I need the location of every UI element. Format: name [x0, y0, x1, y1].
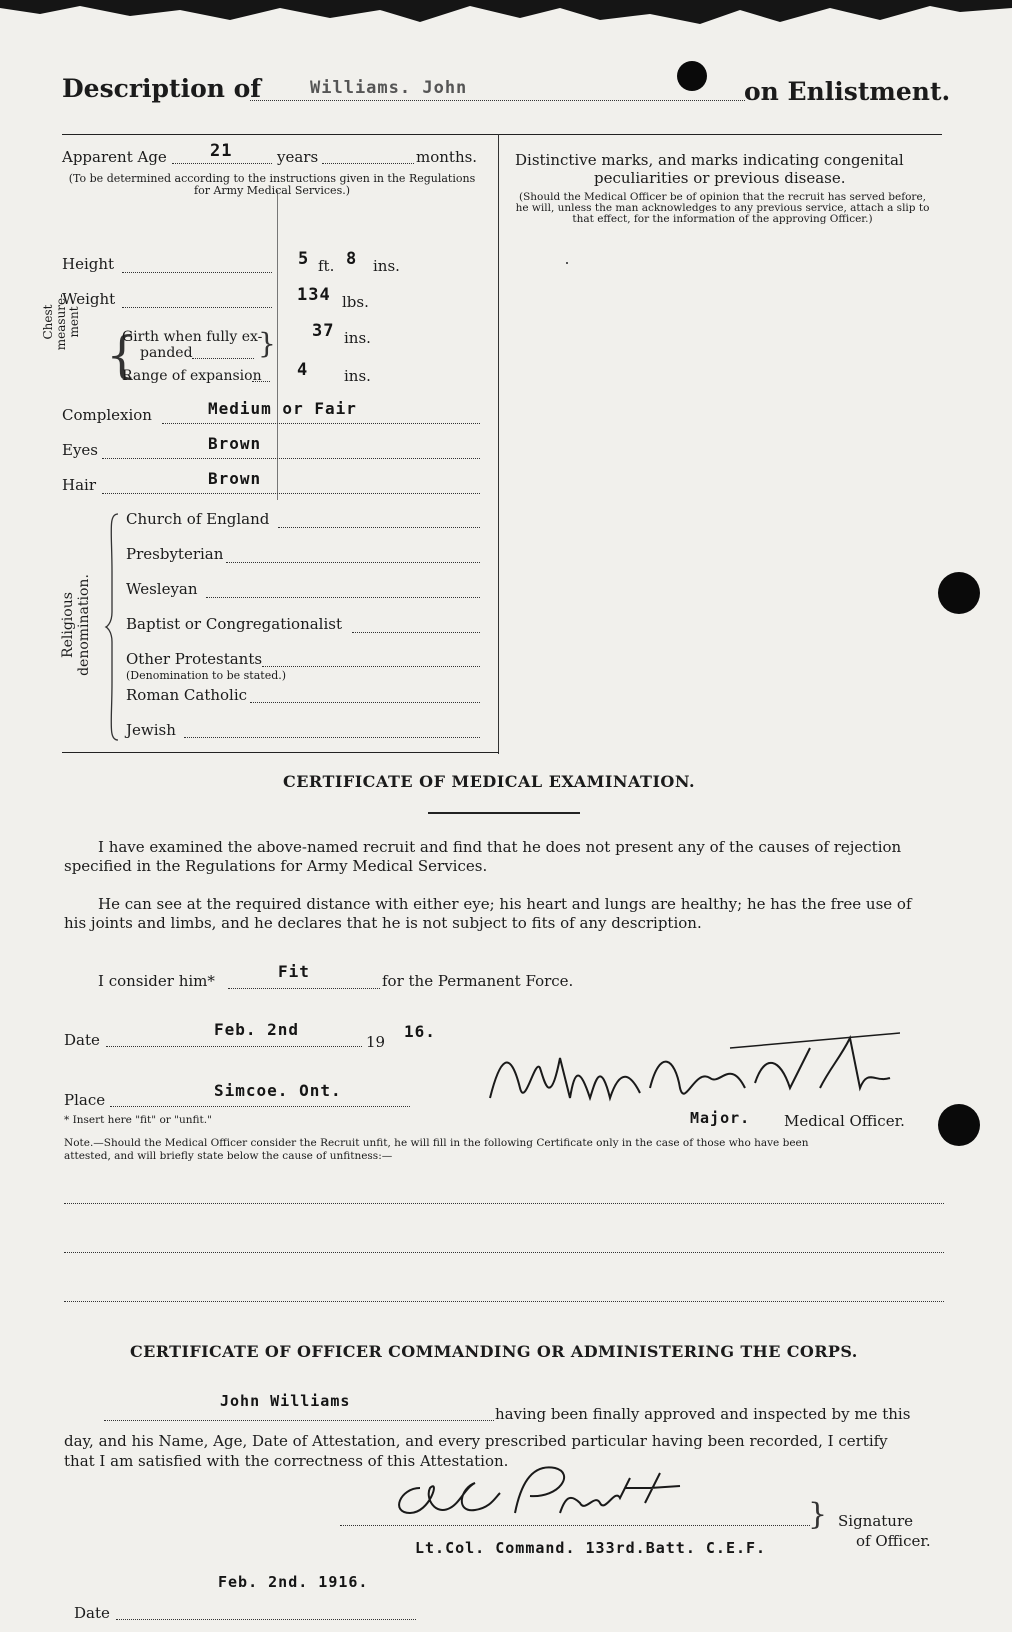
medical-officer-signature [480, 1028, 900, 1118]
medical-place-value: Simcoe. Ont. [214, 1081, 342, 1100]
permanent-force-label: for the Permanent Force. [382, 972, 574, 990]
medical-heading-underline [428, 812, 580, 814]
girth-label-1: Girth when fully ex- [122, 329, 263, 345]
hair-label: Hair [62, 476, 96, 494]
commanding-line1: having been finally approved and inspected by me this [495, 1405, 911, 1423]
ins-label-height: ins. [373, 257, 400, 275]
chest-brace: { [106, 326, 138, 384]
religion-jewish: Jewish [126, 721, 176, 739]
apparent-age-value: 21 [210, 141, 233, 161]
distinctive-marks-line1: Distinctive marks, and marks indicating congenital [515, 151, 904, 169]
apparent-age-label: Apparent Age [62, 148, 167, 166]
medical-year-suffix: 16. [404, 1022, 436, 1041]
medical-para1-line1: I have examined the above-named recruit and find that he does not present any of the causes of rejection [98, 838, 902, 856]
commanding-officer-title: Lt.Col. Command. 133rd.Batt. C.E.F. [415, 1539, 767, 1557]
complexion-value: Medium or Fair [208, 399, 357, 418]
commanding-date-label: Date [74, 1604, 110, 1622]
consider-him-label: I consider him* [98, 972, 215, 990]
girth-label-2: panded [140, 345, 193, 361]
religious-denomination-side-label: Religious denomination. [60, 574, 92, 676]
unfit-cause-line-3 [64, 1301, 944, 1302]
years-label: years [277, 148, 319, 166]
eyes-label: Eyes [62, 441, 98, 459]
punch-hole-right-middle [938, 572, 980, 614]
distinctive-marks-line2: peculiarities or previous disease. [594, 169, 846, 187]
religion-brace [104, 512, 120, 742]
signature-label-1: Signature [838, 1512, 914, 1530]
signature-label-2: of Officer. [856, 1532, 931, 1550]
header-name-line [250, 100, 745, 101]
section-bottom-rule [62, 752, 499, 753]
ins-label-girth: ins. [344, 329, 371, 347]
torn-top-edge [0, 0, 1012, 30]
hair-value: Brown [208, 469, 262, 488]
fit-value: Fit [278, 962, 310, 981]
commanding-date-value: Feb. 2nd. 1916. [218, 1573, 369, 1591]
denomination-note: (Denomination to be stated.) [126, 669, 287, 682]
recruit-name-header: Williams. John [310, 78, 468, 98]
signature-brace: } [808, 1497, 828, 1532]
attestation-page-back: Description of Williams. John on Enlistment. Apparent Age 21 years months. (To be determined according to the instructions given in the Regulations for Army Medical Services.) Height 5 ft. 8 ins. Weight 134 lbs. Chest measure- ment { Girth when fully ex- panded } 37 ins. Range of expansion 4 ins. Complexion Medium or Fair Eyes Brown Hair Brown Religious denomination. Church of England Presbyterian Wesleyan Baptist or Congregationalist Other Protestants (Denomination to be stated.) Roman Catholic Jewish Distinctive marks, and marks indicating congenital peculiarities or previous disease. (Should the Medical Officer be of opinion that the recruit has served before, he will, unless the man acknowledges to any previous service, attach a slip to that effect, for the information of the approving Officer.) CERTIFICATE OF MEDICAL EXAMINATION. I have examined the above-named recruit and find that he does not present any of the causes of rejection specified in the Regulations for Army Medical Services. He can see at the required distance with either eye; his heart and lungs are healthy; he has the free use of his joints and limbs, and he declares that he is not subject to fits of any description. I consider him* Fit for the Permanent Force. Date Feb. 2nd 19 16. Place Simcoe. Ont. * Insert here "fit" or "unfit." Major. Medical Officer. Note.—Should the Medical Officer consider the Recruit unfit, he will fill in the following Certificate only in the case of those who have been attested, and will briefly state below the cause of unfitness:— CERTIFICATE OF OFFICER COMMANDING OR ADMINISTERING THE CORPS. John Williams having been finally approved and inspected by me this day, and his Name, Age, Date of Attestation, and every prescribed particular having been recorded, I certify that I am satisfied with the correctness of this Attestation. } Signature of Officer. Lt.Col. Command. 133rd.Batt. C.E.F. Feb. 2nd. 1916. Date [0, 0, 1012, 1632]
punch-hole-top [677, 61, 707, 91]
commanding-line3: that I am satisfied with the correctness of this Attestation. [64, 1452, 509, 1470]
weight-label: Weight [62, 290, 116, 308]
eyes-value: Brown [208, 434, 262, 453]
height-inches-value: 8 [346, 249, 358, 269]
commanding-certificate-heading: CERTIFICATE OF OFFICER COMMANDING OR ADMINISTERING THE CORPS. [130, 1342, 858, 1361]
unfit-cause-line-1 [64, 1203, 944, 1204]
recruit-name-typed: John Williams [220, 1392, 351, 1410]
header-description-of: Description of [62, 74, 262, 103]
height-label: Height [62, 255, 115, 273]
months-label: months. [416, 148, 478, 166]
medical-date-label: Date [64, 1031, 100, 1049]
religion-wesleyan: Wesleyan [126, 580, 198, 598]
medical-para1-line2: specified in the Regulations for Army Medical Services. [64, 857, 488, 875]
age-note: (To be determined according to the instructions given in the Regulations for Army Medical Services.) [68, 172, 476, 197]
height-feet-value: 5 [298, 249, 310, 269]
header-on-enlistment: on Enlistment. [744, 77, 951, 106]
religion-presbyterian: Presbyterian [126, 545, 224, 563]
medical-officer-label: Medical Officer. [784, 1112, 905, 1130]
distinctive-marks-note: (Should the Medical Officer be of opinion that the recruit has served before, he will, unless the man acknowledges to any previous service, attach a slip to that effect, for the information of the approving Officer.) [515, 191, 930, 225]
medical-officer-rank: Major. [690, 1109, 751, 1127]
medical-year-prefix: 19 [366, 1033, 386, 1051]
complexion-label: Complexion [62, 406, 152, 424]
medical-place-label: Place [64, 1091, 106, 1109]
commanding-line2: day, and his Name, Age, Date of Attestation, and every prescribed particular having been recorded, I certify [64, 1432, 888, 1450]
lbs-label: lbs. [342, 293, 369, 311]
insert-fit-note: * Insert here "fit" or "unfit." [64, 1114, 212, 1126]
column-divider [498, 134, 499, 754]
religion-baptist: Baptist or Congregationalist [126, 615, 342, 633]
unfit-note-line1: Note.—Should the Medical Officer consider the Recruit unfit, he will fill in the following Certificate only in the case of those who have been [64, 1137, 809, 1149]
unfit-cause-line-2 [64, 1252, 944, 1253]
punch-hole-right-lower [938, 1104, 980, 1146]
top-rule [62, 134, 942, 135]
weight-value: 134 [297, 285, 331, 305]
religion-other-protestants: Other Protestants [126, 650, 263, 668]
unfit-note-line2: attested, and will briefly state below the cause of unfitness:— [64, 1150, 393, 1162]
religion-roman-catholic: Roman Catholic [126, 686, 248, 704]
medical-para2-line1: He can see at the required distance with either eye; his heart and lungs are healthy; he has the free use of [98, 895, 912, 913]
medical-date-value: Feb. 2nd [214, 1020, 300, 1039]
girth-value: 37 [312, 321, 335, 341]
religion-church-of-england: Church of England [126, 510, 270, 528]
ins-label-range: ins. [344, 367, 371, 385]
chest-measurement-side-label: Chest measure- ment [41, 293, 81, 351]
range-of-expansion-label: Range of expansion [122, 368, 262, 384]
range-value: 4 [297, 360, 309, 380]
medical-para2-line2: his joints and limbs, and he declares that he is not subject to fits of any description. [64, 914, 702, 932]
value-column-rule [277, 190, 278, 500]
ft-label: ft. [318, 257, 335, 275]
medical-certificate-heading: CERTIFICATE OF MEDICAL EXAMINATION. [283, 772, 696, 791]
commanding-officer-signature [380, 1458, 740, 1528]
